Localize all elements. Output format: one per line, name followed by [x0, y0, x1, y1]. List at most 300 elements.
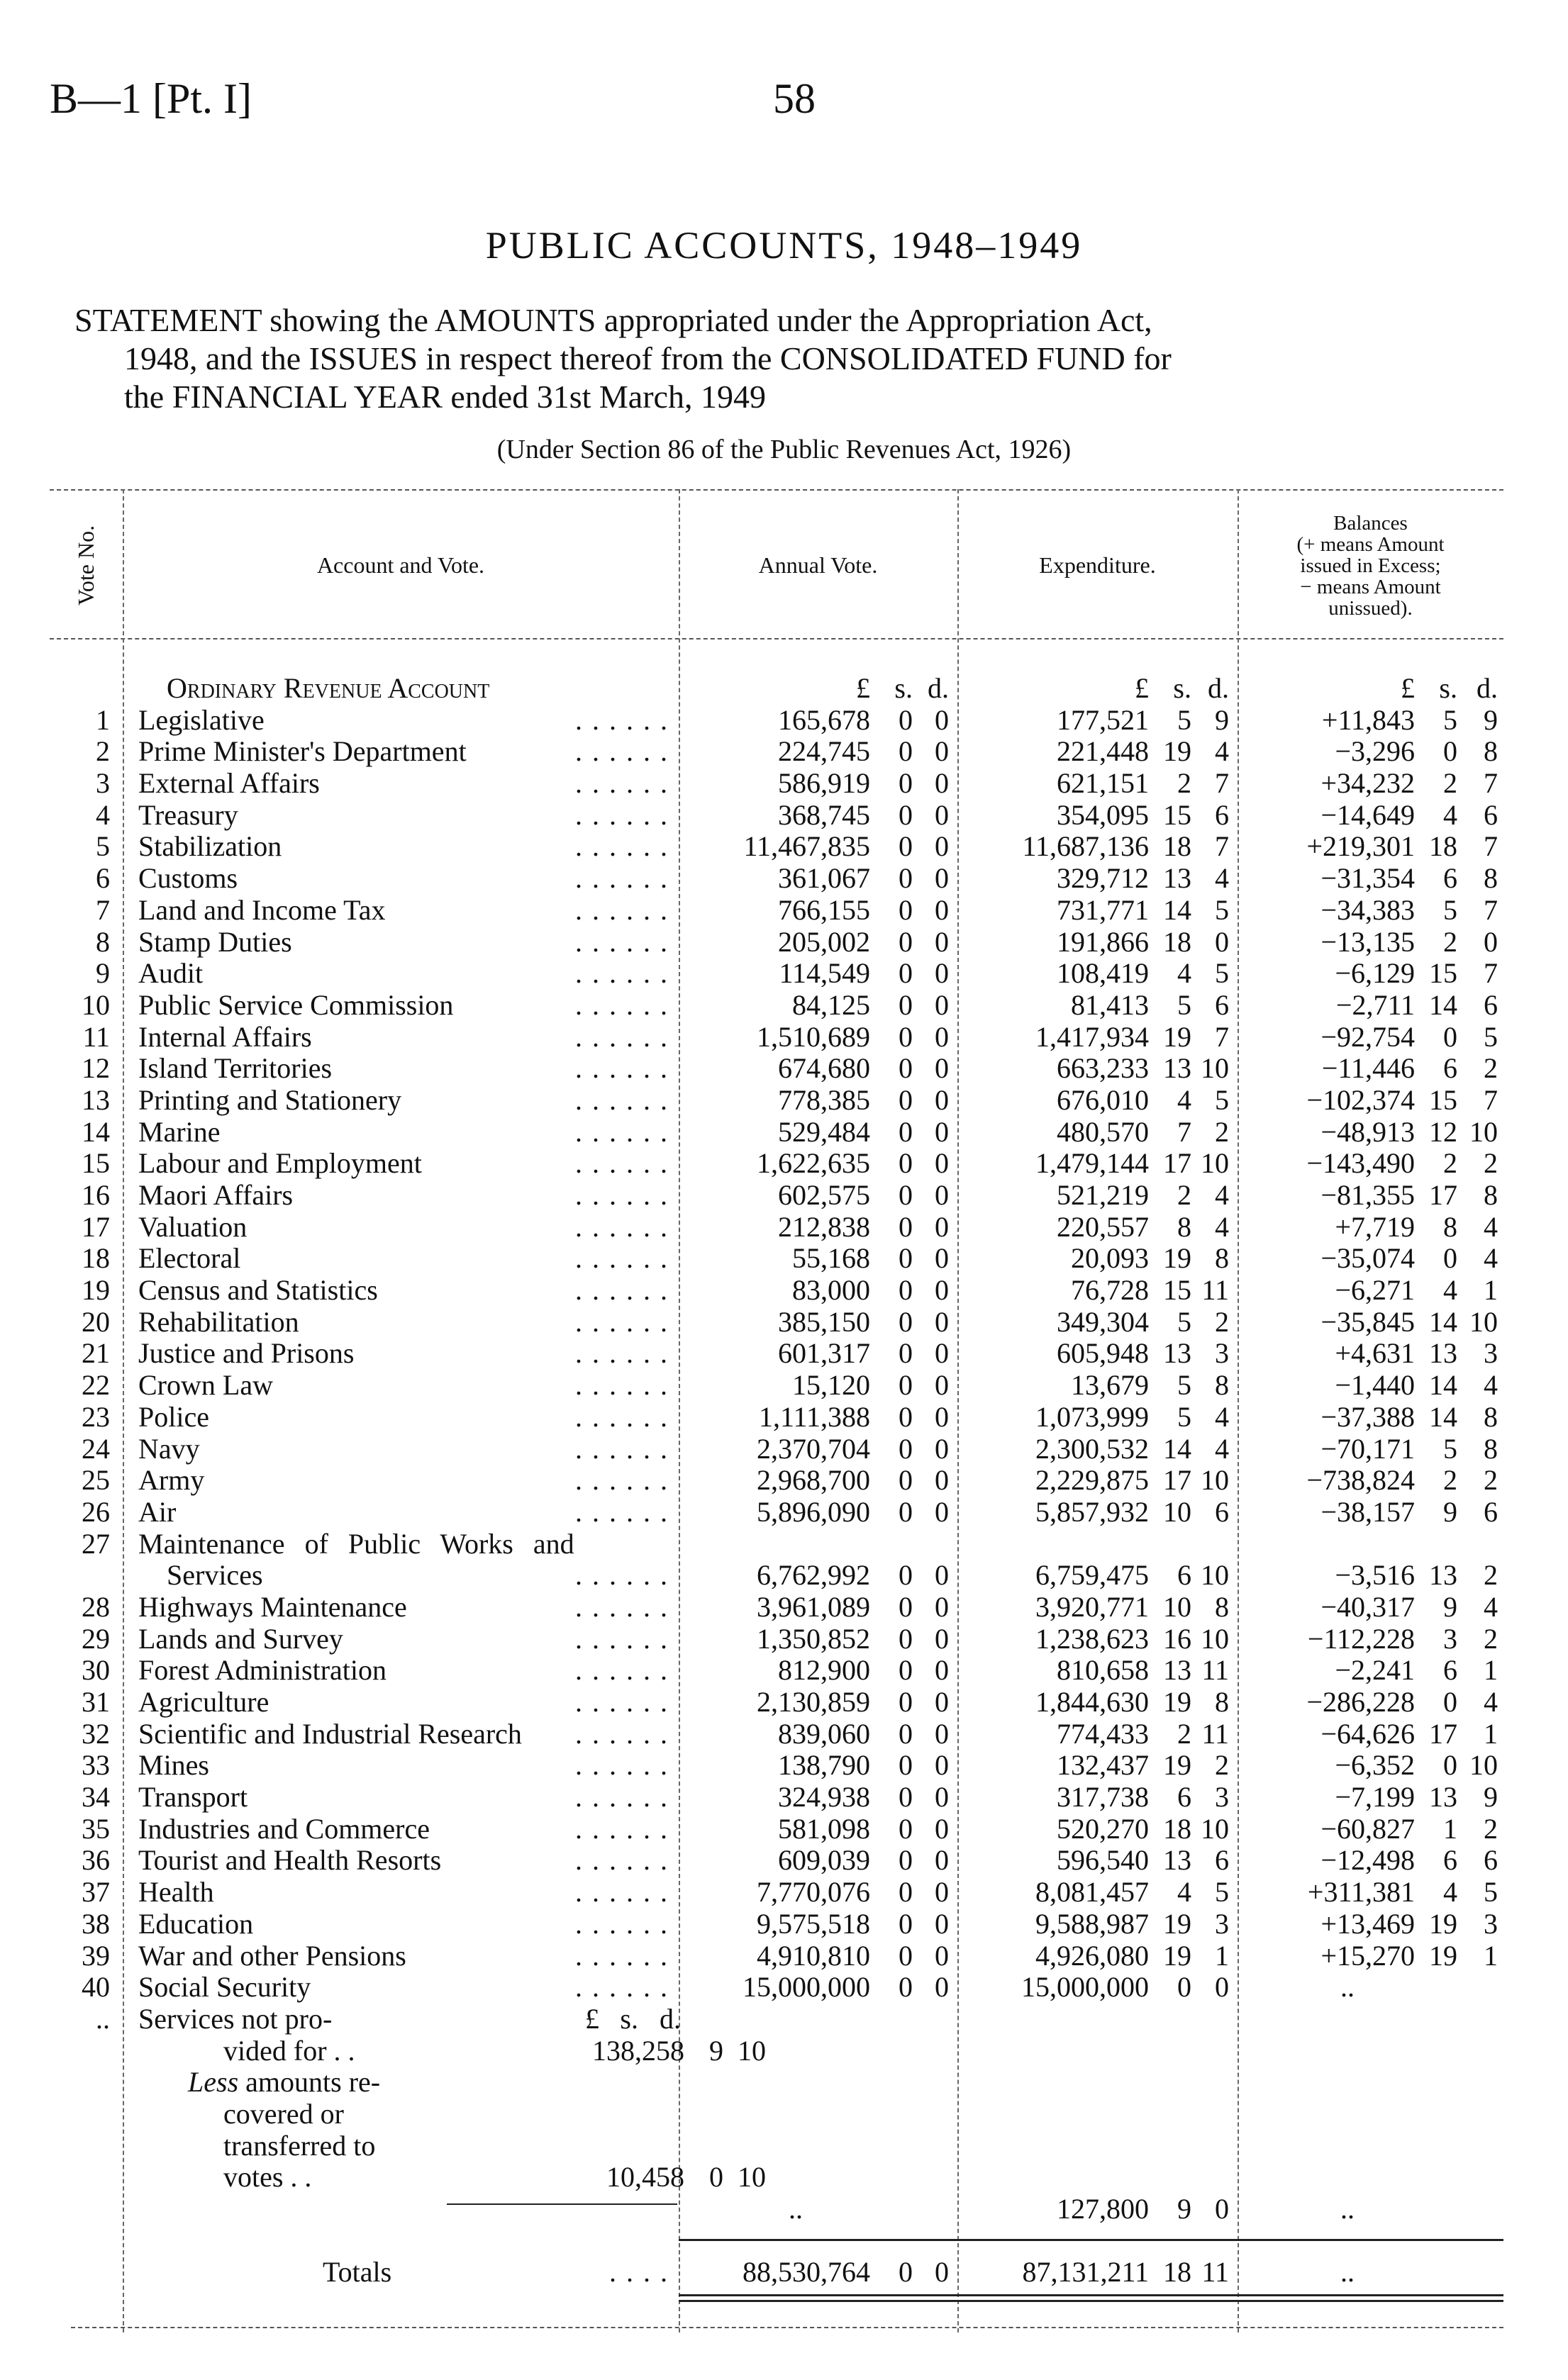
- account-cell: [123, 927, 679, 959]
- vote-number: 12: [82, 1052, 110, 1085]
- expenditure-pounds: 1,844,630: [1035, 1686, 1149, 1718]
- table-row: [50, 1687, 1503, 1719]
- balance-pounds: −14,649: [1320, 798, 1415, 831]
- table-row: [50, 1877, 1503, 1909]
- balance-shillings: 0: [1443, 735, 1457, 768]
- table-row: [50, 1117, 1503, 1149]
- balance-shillings: 15: [1429, 1083, 1457, 1116]
- vote-number: 33: [82, 1749, 110, 1782]
- annual-pence: d.: [928, 672, 949, 704]
- dot-leader: . . . . . .: [575, 735, 669, 768]
- annual-pounds: 609,039: [778, 1844, 870, 1877]
- balance-pence: 1: [1484, 1717, 1498, 1750]
- table-row: [50, 1434, 1503, 1465]
- account-cell: [123, 1750, 679, 1782]
- account-cell: [123, 1022, 679, 1054]
- balance-pence: [1457, 1529, 1503, 1560]
- expenditure-pence: 2: [1215, 1305, 1229, 1338]
- annual-shillings: [870, 1529, 913, 1560]
- annual-pounds: 83,000: [792, 1274, 870, 1307]
- expenditure-pounds: 349,304: [1057, 1305, 1149, 1338]
- expenditure-pounds: 127,800: [1057, 2193, 1149, 2225]
- annual-shillings: 0: [899, 1400, 913, 1433]
- balance-pounds: −40,317: [1320, 1590, 1415, 1623]
- account-cell: [123, 1845, 679, 1877]
- vote-number: 27: [82, 1527, 110, 1560]
- balances-line: issued in Excess;: [1300, 554, 1441, 577]
- totals-double-rule: [679, 2300, 1503, 2302]
- annual-pounds: 11,467,835: [743, 830, 870, 863]
- expenditure-pence: 0: [1215, 2193, 1229, 2225]
- annual-pence: 0: [935, 1369, 949, 1402]
- account-cell: [123, 958, 679, 990]
- expenditure-pounds: 76,728: [1071, 1274, 1149, 1307]
- statement-text: [74, 301, 1507, 416]
- account-name: Health: [138, 1876, 214, 1909]
- balance-pounds: −7,199: [1335, 1781, 1415, 1814]
- account-name: External Affairs: [138, 767, 320, 800]
- balance-shillings: 14: [1429, 1400, 1457, 1433]
- annual-pence: 0: [935, 1083, 949, 1116]
- balance-shillings: [1415, 2035, 1457, 2067]
- expenditure-shillings: 19: [1163, 1686, 1191, 1718]
- annual-pence: 0: [935, 1020, 949, 1053]
- statement-line: STATEMENT showing the AMOUNTS appropriated under the Appropriation Act,: [74, 302, 1152, 338]
- balance-pounds: −48,913: [1320, 1115, 1415, 1148]
- expenditure-pence: [1191, 2004, 1238, 2035]
- expenditure-pence: 10: [1201, 1464, 1229, 1497]
- annual-pounds: 1,622,635: [757, 1147, 870, 1180]
- services-pounds: [514, 2130, 684, 2162]
- expenditure-shillings: 13: [1163, 1337, 1191, 1370]
- expenditure-pence: [1191, 1529, 1238, 1560]
- table-row: [50, 1053, 1503, 1085]
- vote-number: [50, 2257, 123, 2289]
- account-cell: [123, 705, 679, 737]
- expenditure-pounds: 774,433: [1057, 1717, 1149, 1750]
- balance-shillings: 0: [1443, 1749, 1457, 1782]
- totals-row: [50, 2257, 1503, 2289]
- annual-shillings: [870, 2099, 913, 2130]
- vote-number: 6: [96, 862, 110, 895]
- balance-pounds: [1238, 2035, 1415, 2067]
- balance-pounds: +34,232: [1320, 767, 1415, 800]
- balance-pounds: −3,516: [1335, 1559, 1415, 1592]
- expenditure-shillings: 9: [1177, 2193, 1191, 2225]
- statutory-note: (Under Section 86 of the Public Revenues Act, 1926): [496, 435, 1072, 464]
- account-cell: [123, 1180, 679, 1212]
- balance-pence: [1457, 2257, 1503, 2289]
- balance-pounds: [1238, 1529, 1415, 1560]
- annual-pounds: 361,067: [778, 862, 870, 895]
- balance-pence: 4: [1484, 1590, 1498, 1623]
- table-row: [50, 1592, 1503, 1624]
- balance-pounds: [1238, 2225, 1415, 2257]
- balance-shillings: 4: [1443, 798, 1457, 831]
- balance-shillings: [1415, 1529, 1457, 1560]
- expenditure-pence: 11: [1201, 2256, 1229, 2289]
- annual-shillings: 0: [899, 925, 913, 958]
- dot-leader: . . . . . .: [575, 1305, 669, 1338]
- account-name: Navy: [138, 1432, 200, 1465]
- column-header-vote-no: [50, 496, 123, 635]
- annual-pence: 0: [935, 1654, 949, 1687]
- expenditure-shillings: 19: [1163, 1907, 1191, 1940]
- annual-pounds: 601,317: [778, 1337, 870, 1370]
- table-row: [50, 705, 1503, 737]
- annual-pounds: [679, 2130, 870, 2162]
- annual-shillings: 0: [899, 1020, 913, 1053]
- totals-label: Totals: [323, 2256, 392, 2289]
- balances-line: (+ means Amount: [1296, 532, 1445, 556]
- balances-line: − means Amount: [1300, 575, 1441, 598]
- expenditure-shillings: 13: [1163, 1654, 1191, 1687]
- vote-number: 39: [82, 1939, 110, 1972]
- annual-pounds: 1,350,852: [757, 1622, 870, 1655]
- annual-pounds: 15,120: [792, 1369, 870, 1402]
- balance-pence: 7: [1484, 1083, 1498, 1116]
- services-pounds: [514, 2099, 684, 2130]
- balance-pounds: +311,381: [1307, 1876, 1415, 1909]
- balance-pence: [1457, 2162, 1503, 2194]
- expenditure-shillings: 5: [1177, 1400, 1191, 1433]
- account-name: Maintenance of Public Works and: [138, 1527, 574, 1560]
- annual-pence: 0: [935, 1781, 949, 1814]
- annual-shillings: [870, 2194, 913, 2225]
- expenditure-pounds: 132,437: [1057, 1749, 1149, 1782]
- annual-pounds: [679, 1529, 870, 1560]
- annual-pounds: [679, 2004, 870, 2035]
- expenditure-pounds: 521,219: [1057, 1179, 1149, 1211]
- account-name: Education: [138, 1907, 254, 1940]
- balance-pence: 10: [1469, 1749, 1498, 1782]
- table-row: [50, 1497, 1503, 1529]
- expenditure-shillings: [1149, 2035, 1191, 2067]
- expenditure-shillings: 10: [1163, 1495, 1191, 1528]
- dot-leader: . . . . . .: [575, 1115, 669, 1148]
- annual-pence: 0: [935, 1559, 949, 1592]
- balance-shillings: 5: [1443, 1432, 1457, 1465]
- expenditure-pence: 8: [1215, 1590, 1229, 1623]
- annual-shillings: 0: [899, 1464, 913, 1497]
- balance-pounds: −102,374: [1306, 1083, 1415, 1116]
- expenditure-shillings: [1149, 2225, 1191, 2257]
- services-subrow: [138, 2130, 766, 2162]
- annual-pence: 0: [935, 1686, 949, 1718]
- dot-leader: . . . . . .: [575, 1559, 669, 1592]
- vote-number: 17: [82, 1210, 110, 1243]
- annual-pence: [913, 2130, 957, 2162]
- balance-pounds: [1238, 2067, 1415, 2099]
- account-cell: [123, 1402, 679, 1434]
- page-title: PUBLIC ACCOUNTS, 1948–1949: [485, 224, 1083, 267]
- expenditure-pounds: [957, 2130, 1149, 2162]
- annual-pence: 0: [935, 1305, 949, 1338]
- annual-pence: 0: [935, 1717, 949, 1750]
- balance-pounds: −6,352: [1335, 1749, 1415, 1782]
- balance-shillings: 9: [1443, 1590, 1457, 1623]
- expenditure-shillings: 19: [1163, 1242, 1191, 1275]
- balance-pounds: −35,845: [1320, 1305, 1415, 1338]
- services-row: [50, 2162, 1503, 2194]
- table-row: [50, 1782, 1503, 1814]
- expenditure-pounds: [957, 2004, 1149, 2035]
- balance-shillings: 6: [1443, 1844, 1457, 1877]
- services-subrow: [138, 2004, 681, 2035]
- vote-number: 24: [82, 1432, 110, 1465]
- dot-leader: . . . . . .: [575, 957, 669, 990]
- expenditure-shillings: 18: [1163, 925, 1191, 958]
- balance-pence: 9: [1484, 1781, 1498, 1814]
- account-name: Crown Law: [138, 1369, 273, 1402]
- expenditure-shillings: 19: [1163, 1749, 1191, 1782]
- annual-shillings: [870, 2035, 913, 2067]
- annual-shillings: 0: [899, 1812, 913, 1845]
- annual-pence: 0: [935, 1622, 949, 1655]
- balance-pence: 7: [1484, 957, 1498, 990]
- vote-number: [50, 673, 123, 705]
- vote-number: 29: [82, 1622, 110, 1655]
- balance-shillings: 1: [1443, 1812, 1457, 1845]
- annual-shillings: 0: [899, 1590, 913, 1623]
- expenditure-pounds: [957, 2099, 1149, 2130]
- expenditure-pounds: 317,738: [1057, 1781, 1149, 1814]
- table-row: [50, 1307, 1503, 1339]
- account-name: Valuation: [138, 1210, 248, 1243]
- balance-shillings: 14: [1429, 1369, 1457, 1402]
- table-row: [50, 1845, 1503, 1877]
- expenditure-pounds: 676,010: [1057, 1083, 1149, 1116]
- balance-shillings: 14: [1429, 1305, 1457, 1338]
- account-name: Treasury: [138, 798, 238, 831]
- account-cell: [123, 2130, 679, 2162]
- dot-leader: . . . . . .: [575, 925, 669, 958]
- table-row: [50, 1085, 1503, 1117]
- balance-shillings: 17: [1429, 1717, 1457, 1750]
- dot-leader: . . . . . .: [575, 767, 669, 800]
- expenditure-pounds: 731,771: [1057, 893, 1149, 926]
- dot-leader: . . . . . .: [575, 1622, 669, 1655]
- expenditure-pounds: 329,712: [1057, 862, 1149, 895]
- account-cell: [123, 1560, 679, 1592]
- account-name: Justice and Prisons: [138, 1337, 355, 1370]
- account-name: Customs: [138, 862, 238, 895]
- account-cell: [123, 1624, 679, 1655]
- balance-pence: d.: [1477, 672, 1498, 704]
- vote-number: 37: [82, 1876, 110, 1909]
- annual-pence: [913, 2225, 957, 2257]
- services-text: Services not pro-: [138, 2002, 333, 2035]
- balance-pence: 2: [1484, 1147, 1498, 1180]
- account-cell: [123, 1053, 679, 1085]
- annual-shillings: 0: [899, 767, 913, 800]
- expenditure-pounds: 177,521: [1057, 703, 1149, 736]
- balance-pounds: +7,719: [1335, 1210, 1415, 1243]
- services-pounds: 138,258: [592, 2034, 684, 2067]
- account-name: Stamp Duties: [138, 925, 292, 958]
- annual-pence: 0: [935, 1812, 949, 1845]
- annual-pounds: 205,002: [778, 925, 870, 958]
- totals-double-rule: [679, 2294, 1503, 2296]
- table-row: [50, 863, 1503, 895]
- annual-pence: 0: [935, 1844, 949, 1877]
- balance-shillings: s.: [1439, 672, 1457, 704]
- account-cell: [123, 1117, 679, 1149]
- expenditure-shillings: 18: [1163, 2256, 1191, 2289]
- account-cell: [123, 1370, 679, 1402]
- expenditure-pounds: 1,479,144: [1035, 1147, 1149, 1180]
- expenditure-shillings: 19: [1163, 1020, 1191, 1053]
- annual-pence: 0: [935, 735, 949, 768]
- vote-number: 23: [82, 1400, 110, 1433]
- table-row: [50, 1180, 1503, 1212]
- dot-leader: . . . . . .: [575, 1939, 669, 1972]
- annual-pence: 0: [935, 988, 949, 1021]
- account-cell: [123, 2225, 679, 2257]
- balance-shillings: [1415, 2194, 1457, 2225]
- expenditure-shillings: 6: [1177, 1781, 1191, 1814]
- annual-shillings: [870, 2130, 913, 2162]
- balance-pence: 0: [1484, 925, 1498, 958]
- balance-shillings: 2: [1443, 925, 1457, 958]
- account-cell: [123, 2034, 766, 2067]
- annual-pounds: £: [856, 672, 870, 704]
- annual-pence: 0: [935, 1749, 949, 1782]
- balance-pounds: −12,498: [1320, 1844, 1415, 1877]
- page-number: 58: [773, 75, 816, 122]
- balance-shillings: 4: [1443, 1274, 1457, 1307]
- table-top-rule: [50, 489, 1503, 491]
- spacer-row: [50, 2225, 1503, 2257]
- vote-number: 18: [82, 1242, 110, 1275]
- annual-pounds: 674,680: [778, 1052, 870, 1085]
- account-name: Legislative: [138, 703, 265, 736]
- vote-number: 10: [82, 988, 110, 1021]
- annual-pounds: 368,745: [778, 798, 870, 831]
- dot-leader: . . . . . .: [575, 893, 669, 926]
- expenditure-shillings: 18: [1163, 1812, 1191, 1845]
- table-row: [50, 1402, 1503, 1434]
- services-pence: 10: [738, 2034, 766, 2067]
- account-cell: [123, 1085, 679, 1117]
- expenditure-pence: 3: [1215, 1337, 1229, 1370]
- account-name: Air: [138, 1495, 177, 1528]
- annual-pence: 0: [935, 703, 949, 736]
- balance-pounds: −34,383: [1320, 893, 1415, 926]
- annual-shillings: 0: [899, 1622, 913, 1655]
- vote-number: 9: [96, 957, 110, 990]
- header-bottom-rule: [50, 638, 1503, 639]
- balance-pounds: −31,354: [1320, 862, 1415, 895]
- balance-shillings: 8: [1443, 1210, 1457, 1243]
- expenditure-shillings: 13: [1163, 1844, 1191, 1877]
- table-bottom-rule: [71, 2327, 1503, 2328]
- expenditure-pence: 0: [1215, 1971, 1229, 2004]
- expenditure-pence: 2: [1215, 1749, 1229, 1782]
- balance-pence: 9: [1484, 703, 1498, 736]
- expenditure-pounds: 221,448: [1057, 735, 1149, 768]
- balance-pounds: −738,824: [1306, 1464, 1415, 1497]
- balance-shillings: [1415, 2225, 1457, 2257]
- expenditure-pence: 7: [1215, 767, 1229, 800]
- vote-number: 8: [96, 925, 110, 958]
- annual-pounds: 1,111,388: [758, 1400, 870, 1433]
- expenditure-pence: [1191, 2099, 1238, 2130]
- services-row: [50, 2035, 1503, 2067]
- expenditure-shillings: 4: [1177, 957, 1191, 990]
- table-row: [50, 895, 1503, 927]
- dot-leader: . . . . . .: [575, 1400, 669, 1433]
- expenditure-shillings: 15: [1163, 798, 1191, 831]
- annual-pence: [913, 2035, 957, 2067]
- expenditure-shillings: 19: [1163, 1939, 1191, 1972]
- expenditure-pence: [1191, 2067, 1238, 2099]
- expenditure-pence: [1191, 2225, 1238, 2257]
- balance-pounds: [1238, 2162, 1415, 2194]
- account-cell: [123, 2194, 679, 2225]
- balance-shillings: [1415, 1972, 1457, 2004]
- balance-pounds: ..: [1340, 2193, 1355, 2225]
- balances-line: Balances: [1333, 511, 1408, 535]
- account-name: Census and Statistics: [138, 1274, 378, 1307]
- balance-pounds: ..: [1340, 2256, 1355, 2289]
- vote-number: [50, 2130, 123, 2162]
- balance-shillings: 3: [1443, 1622, 1457, 1655]
- expenditure-pence: 2: [1215, 1115, 1229, 1148]
- annual-pence: 0: [935, 1876, 949, 1909]
- balance-shillings: 5: [1443, 893, 1457, 926]
- dot-leader: . . . . . .: [575, 1590, 669, 1623]
- annual-pounds: 84,125: [792, 988, 870, 1021]
- annual-pence: 0: [935, 1939, 949, 1972]
- annual-shillings: [870, 2067, 913, 2099]
- dot-leader: . . . . . .: [575, 1147, 669, 1180]
- balance-pounds: −2,711: [1335, 988, 1415, 1021]
- account-name: Highways Maintenance: [138, 1590, 407, 1623]
- account-cell: [123, 2099, 679, 2130]
- expenditure-pence: 5: [1215, 893, 1229, 926]
- vote-number: 13: [82, 1083, 110, 1116]
- balance-pounds: −286,228: [1306, 1686, 1415, 1718]
- annual-pounds: 212,838: [778, 1210, 870, 1243]
- annual-pence: 0: [935, 1464, 949, 1497]
- account-cell: [123, 1497, 679, 1529]
- annual-pence: 0: [935, 1590, 949, 1623]
- expenditure-pounds: 81,413: [1071, 988, 1149, 1021]
- dot-leader: . . . . . .: [575, 1686, 669, 1718]
- table-row: [50, 1529, 1503, 1560]
- vote-number: 32: [82, 1717, 110, 1750]
- vote-number: [50, 2194, 123, 2225]
- vote-number: 38: [82, 1907, 110, 1940]
- annual-pence: 0: [935, 798, 949, 831]
- services-shillings: 0: [709, 2161, 723, 2194]
- services-row: [50, 2130, 1503, 2162]
- table-row: [50, 1655, 1503, 1687]
- expenditure-pence: 5: [1215, 1876, 1229, 1909]
- expenditure-shillings: 6: [1177, 1559, 1191, 1592]
- vote-number: 40: [82, 1971, 110, 2004]
- account-cell: [123, 736, 679, 768]
- services-pence: d.: [660, 2002, 681, 2035]
- table-row: [50, 1624, 1503, 1655]
- annual-pence: 0: [935, 1115, 949, 1148]
- dot-leader: . . . . . .: [575, 1242, 669, 1275]
- balance-shillings: [1415, 2099, 1457, 2130]
- expenditure-pounds: 108,419: [1057, 957, 1149, 990]
- services-subrow: [138, 2067, 730, 2099]
- annual-pounds: 766,155: [778, 893, 870, 926]
